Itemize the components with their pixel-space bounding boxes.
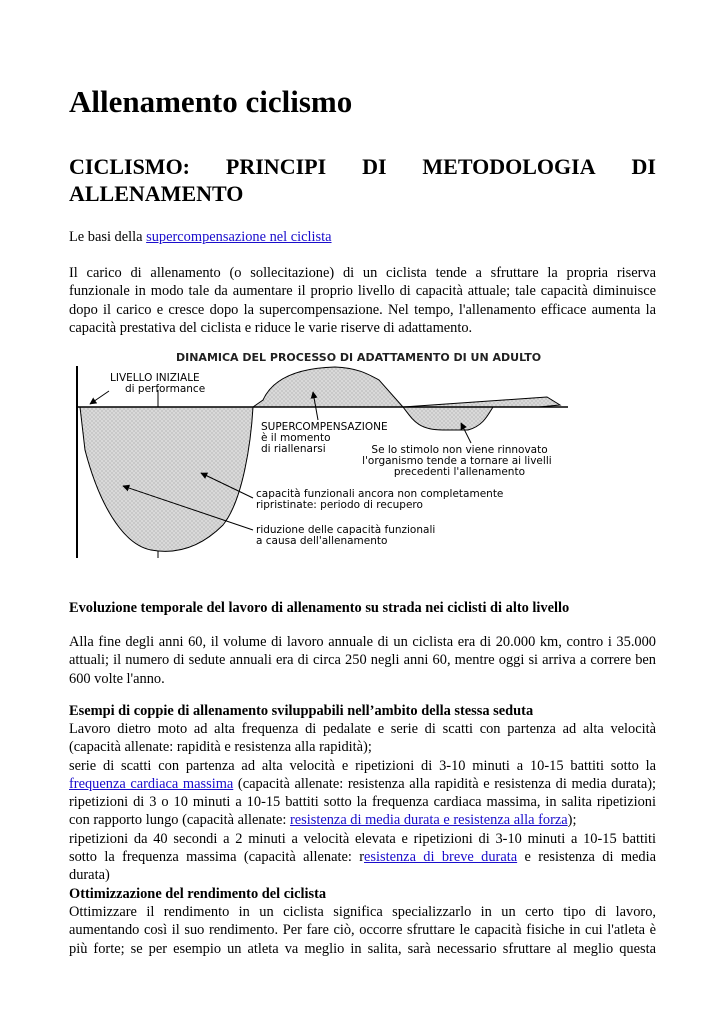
fatigue-region: [80, 407, 253, 551]
text-line: [69, 811, 656, 829]
subtitle-word: DI: [631, 154, 656, 179]
text-line: durata): [69, 867, 110, 884]
text-span: con rapporto lungo (capacità allenate:: [69, 812, 290, 829]
section-heading-evolution: Evoluzione temporale del lavoro di allenamento su strada nei ciclisti di alto livello: [69, 600, 570, 616]
label-recovery: capacità funzionali ancora non completamente ripristinate: periodo di recupero: [256, 488, 504, 511]
paragraph-optimization: [69, 903, 656, 958]
document-subtitle: [69, 153, 656, 207]
adaptation-diagram: [73, 350, 573, 565]
text-line: (capacità allenate: rapidità e resistenza alla rapidità);: [69, 739, 372, 756]
subtitle-word: PRINCIPI: [225, 154, 327, 179]
label-no-stimulus: Se lo stimolo non viene rinnovato l'organismo tende a tornare ai livelli precedenti l'allenamento: [362, 444, 552, 478]
page-title: Allenamento ciclismo: [69, 84, 353, 119]
text-span: );: [567, 812, 577, 829]
subtitle-word: CICLISMO:: [69, 154, 191, 179]
text-line: 600 volte l'anno.: [69, 670, 165, 687]
intro-paragraph: [69, 228, 656, 246]
section-heading-optimization: Ottimizzazione del rendimento del ciclista: [69, 886, 327, 902]
text-line: dopo il carico e cresce dopo la supercompensazione. Nel tempo, l'allenamento efficace aumenta la: [69, 301, 656, 318]
supercompensation-region: [253, 367, 403, 407]
text-span: (capacità allenate: resistenza alla rapidità e resistenza di media durata);: [233, 775, 656, 792]
text-line: Ottimizzare il rendimento in un ciclista significa specializzarlo in un certo tipo di lavoro,: [69, 904, 656, 920]
label-initial-level: LIVELLO INIZIALE di performance: [110, 372, 206, 395]
label-reduction: riduzione delle capacità funzionali a causa dell'allenamento: [256, 524, 436, 547]
adaptation-tail-region: [403, 397, 560, 407]
text-line: Il carico di allenamento (o sollecitazione) di un ciclista tende a sfruttare la propria riserva: [69, 265, 656, 281]
short-endurance-link[interactable]: esistenza di breve durata: [364, 849, 518, 866]
text-line: [69, 848, 656, 866]
text-span: sotto la frequenza massima (capacità allenate: r: [69, 849, 365, 866]
text-line: più forte; se per esempio un atleta va meglio in salita, sarà necessario sfruttare al meglio questa: [69, 940, 656, 957]
decline-region: [403, 407, 493, 430]
text-line: attuali; il numero di sedute annuali era di circa 250 negli anni 60, mentre oggi si arriva a correre ben: [69, 652, 656, 669]
label-supercompensation: SUPERCOMPENSAZIONE è il momento di riallenarsi: [261, 421, 388, 455]
diagram-title: DINAMICA DEL PROCESSO DI ADATTAMENTO DI UN ADULTO: [176, 351, 542, 364]
text-line: aumentando così il suo rendimento. Per fare ciò, occorre sfruttare le capacità fisiche in cui l'atleta è: [69, 922, 656, 939]
paragraph-examples: [69, 720, 656, 885]
subtitle-word: METODOLOGIA: [422, 154, 596, 179]
subtitle-line-1: [69, 153, 656, 180]
section-heading-examples: Esempi di coppie di allenamento sviluppabili nell’ambito della stessa seduta: [69, 703, 534, 719]
intro-text: Le basi della: [69, 229, 147, 245]
text-line: Alla fine degli anni 60, il volume di lavoro annuale di un ciclista era di 20.000 km, contro i 35.000: [69, 634, 656, 650]
arrow-initial: [90, 391, 109, 404]
endurance-strength-link[interactable]: resistenza di media durata e resistenza alla forza: [289, 812, 568, 829]
text-line: ripetizioni da 40 secondi a 2 minuti a velocità elevata e ripetizioni di 3-10 minuti a 10-15 battiti: [69, 830, 656, 847]
text-line: funzionale in modo tale da aumentare il proprio livello di capacità attuale; tale capacità diminuisce: [69, 283, 656, 300]
text-line: Lavoro dietro moto ad alta frequenza di pedalate e serie di scatti con partenza ad alta velocità: [69, 721, 656, 737]
text-line: serie di scatti con partenza ad alta velocità e ripetizioni di 3-10 minuti a 10-15 battiti sotto la: [69, 757, 656, 774]
subtitle-line-2: ALLENAMENTO: [69, 181, 244, 206]
text-span: e resistenza di media: [517, 849, 657, 866]
subtitle-word: DI: [362, 154, 387, 179]
paragraph-load: [69, 264, 656, 337]
supercompensation-link[interactable]: supercompensazione nel ciclista: [146, 229, 332, 245]
text-line: ripetizioni di 3 o 10 minuti a 10-15 battiti sotto la frequenza cardiaca massima, in salita ripetizioni: [69, 794, 656, 811]
paragraph-evolution: [69, 633, 656, 688]
heart-rate-link[interactable]: frequenza cardiaca massima: [69, 775, 234, 792]
text-line: [69, 775, 656, 793]
text-line: capacità prestativa del ciclista e riduce le varie riserve di adattamento.: [69, 319, 473, 336]
